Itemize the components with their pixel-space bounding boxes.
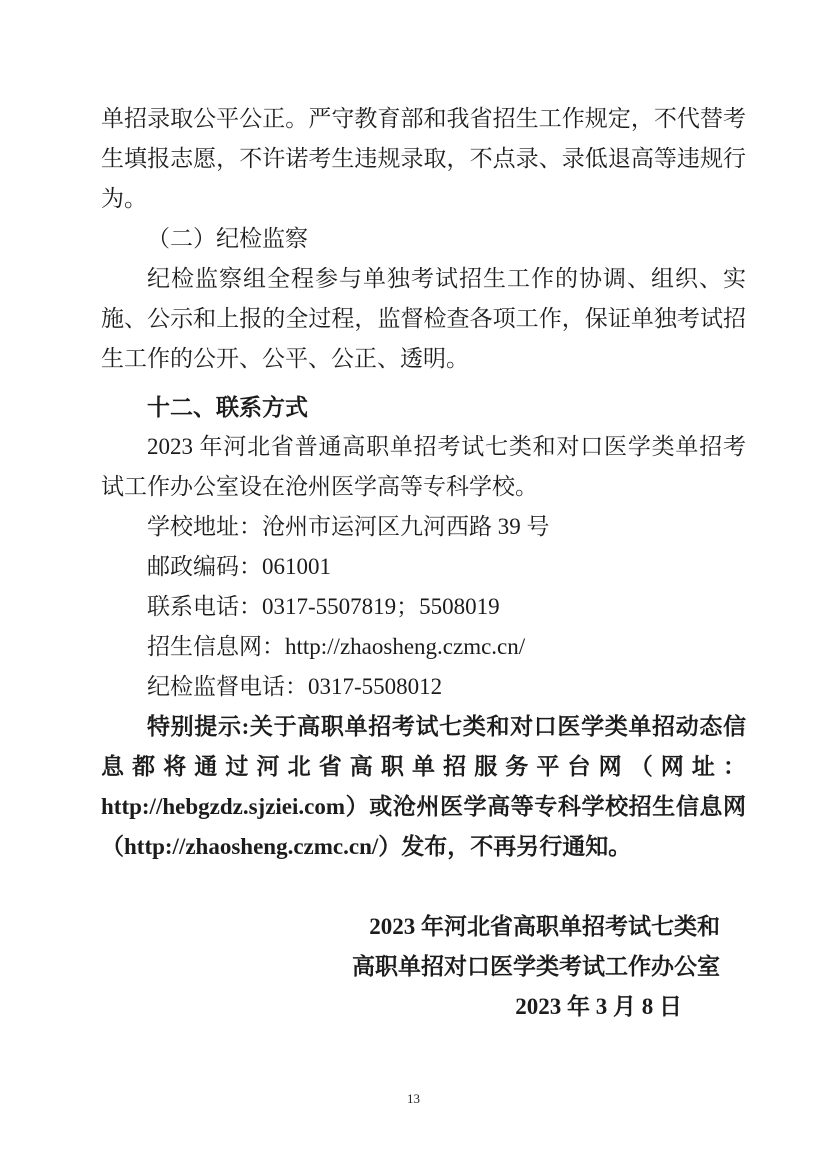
platform-url-text: http://hebgzdz.sjziei.com (101, 794, 346, 819)
signature-date: 2023 年 3 月 8 日 (515, 994, 682, 1019)
special-notice-middle: ）或沧州医学高等专科学校招生信息网（ (101, 794, 746, 859)
subheading-discipline-supervision: （二）纪检监察 (147, 226, 308, 251)
paragraph-office-location: 2023 年河北省普通高职单招考试七类和对口医学类单招考试工作办公室设在沧州医学高等专科学校。 (101, 434, 746, 499)
school-url-text: http://zhaosheng.czmc.cn/ (124, 834, 379, 859)
signature-org-line-2: 高职单招对口医学类考试工作办公室 (352, 954, 720, 979)
contact-line-phone: 联系电话：0317-5507819；5508019 (147, 594, 500, 619)
signature-org-line-1: 2023 年河北省高职单招考试七类和 (369, 914, 720, 939)
special-notice-prefix: 特别提示:关于高职单招考试七类和对口医学类单招动态信息都将通过河北省高职单招服务平台网（网址： (101, 714, 746, 779)
contact-line-postal-code: 邮政编码：061001 (147, 554, 331, 579)
page-number: 13 (407, 1091, 420, 1106)
contact-line-admissions-website: 招生信息网：http://zhaosheng.czmc.cn/ (147, 634, 526, 659)
signature-block (101, 907, 746, 1027)
heading-contact-info: 十二、联系方式 (147, 394, 308, 420)
special-notice-suffix: ）发布，不再另行通知。 (378, 834, 632, 859)
paragraph-recruit-fairness: 单招录取公平公正。严守教育部和我省招生工作规定，不代替考生填报志愿，不许诺考生违规录取，不点录、录低退高等违规行为。 (101, 106, 746, 211)
document-body (101, 99, 746, 1027)
paragraph-special-notice (101, 707, 746, 867)
paragraph-discipline-supervision: 纪检监察组全程参与单独考试招生工作的协调、组织、实施、公示和上报的全过程，监督检查各项工作，保证单独考试招生工作的公开、公平、公正、透明。 (101, 266, 746, 371)
contact-line-school-address: 学校地址：沧州市运河区九河西路 39 号 (147, 514, 550, 539)
contact-line-supervision-phone: 纪检监督电话：0317-5508012 (147, 674, 443, 699)
